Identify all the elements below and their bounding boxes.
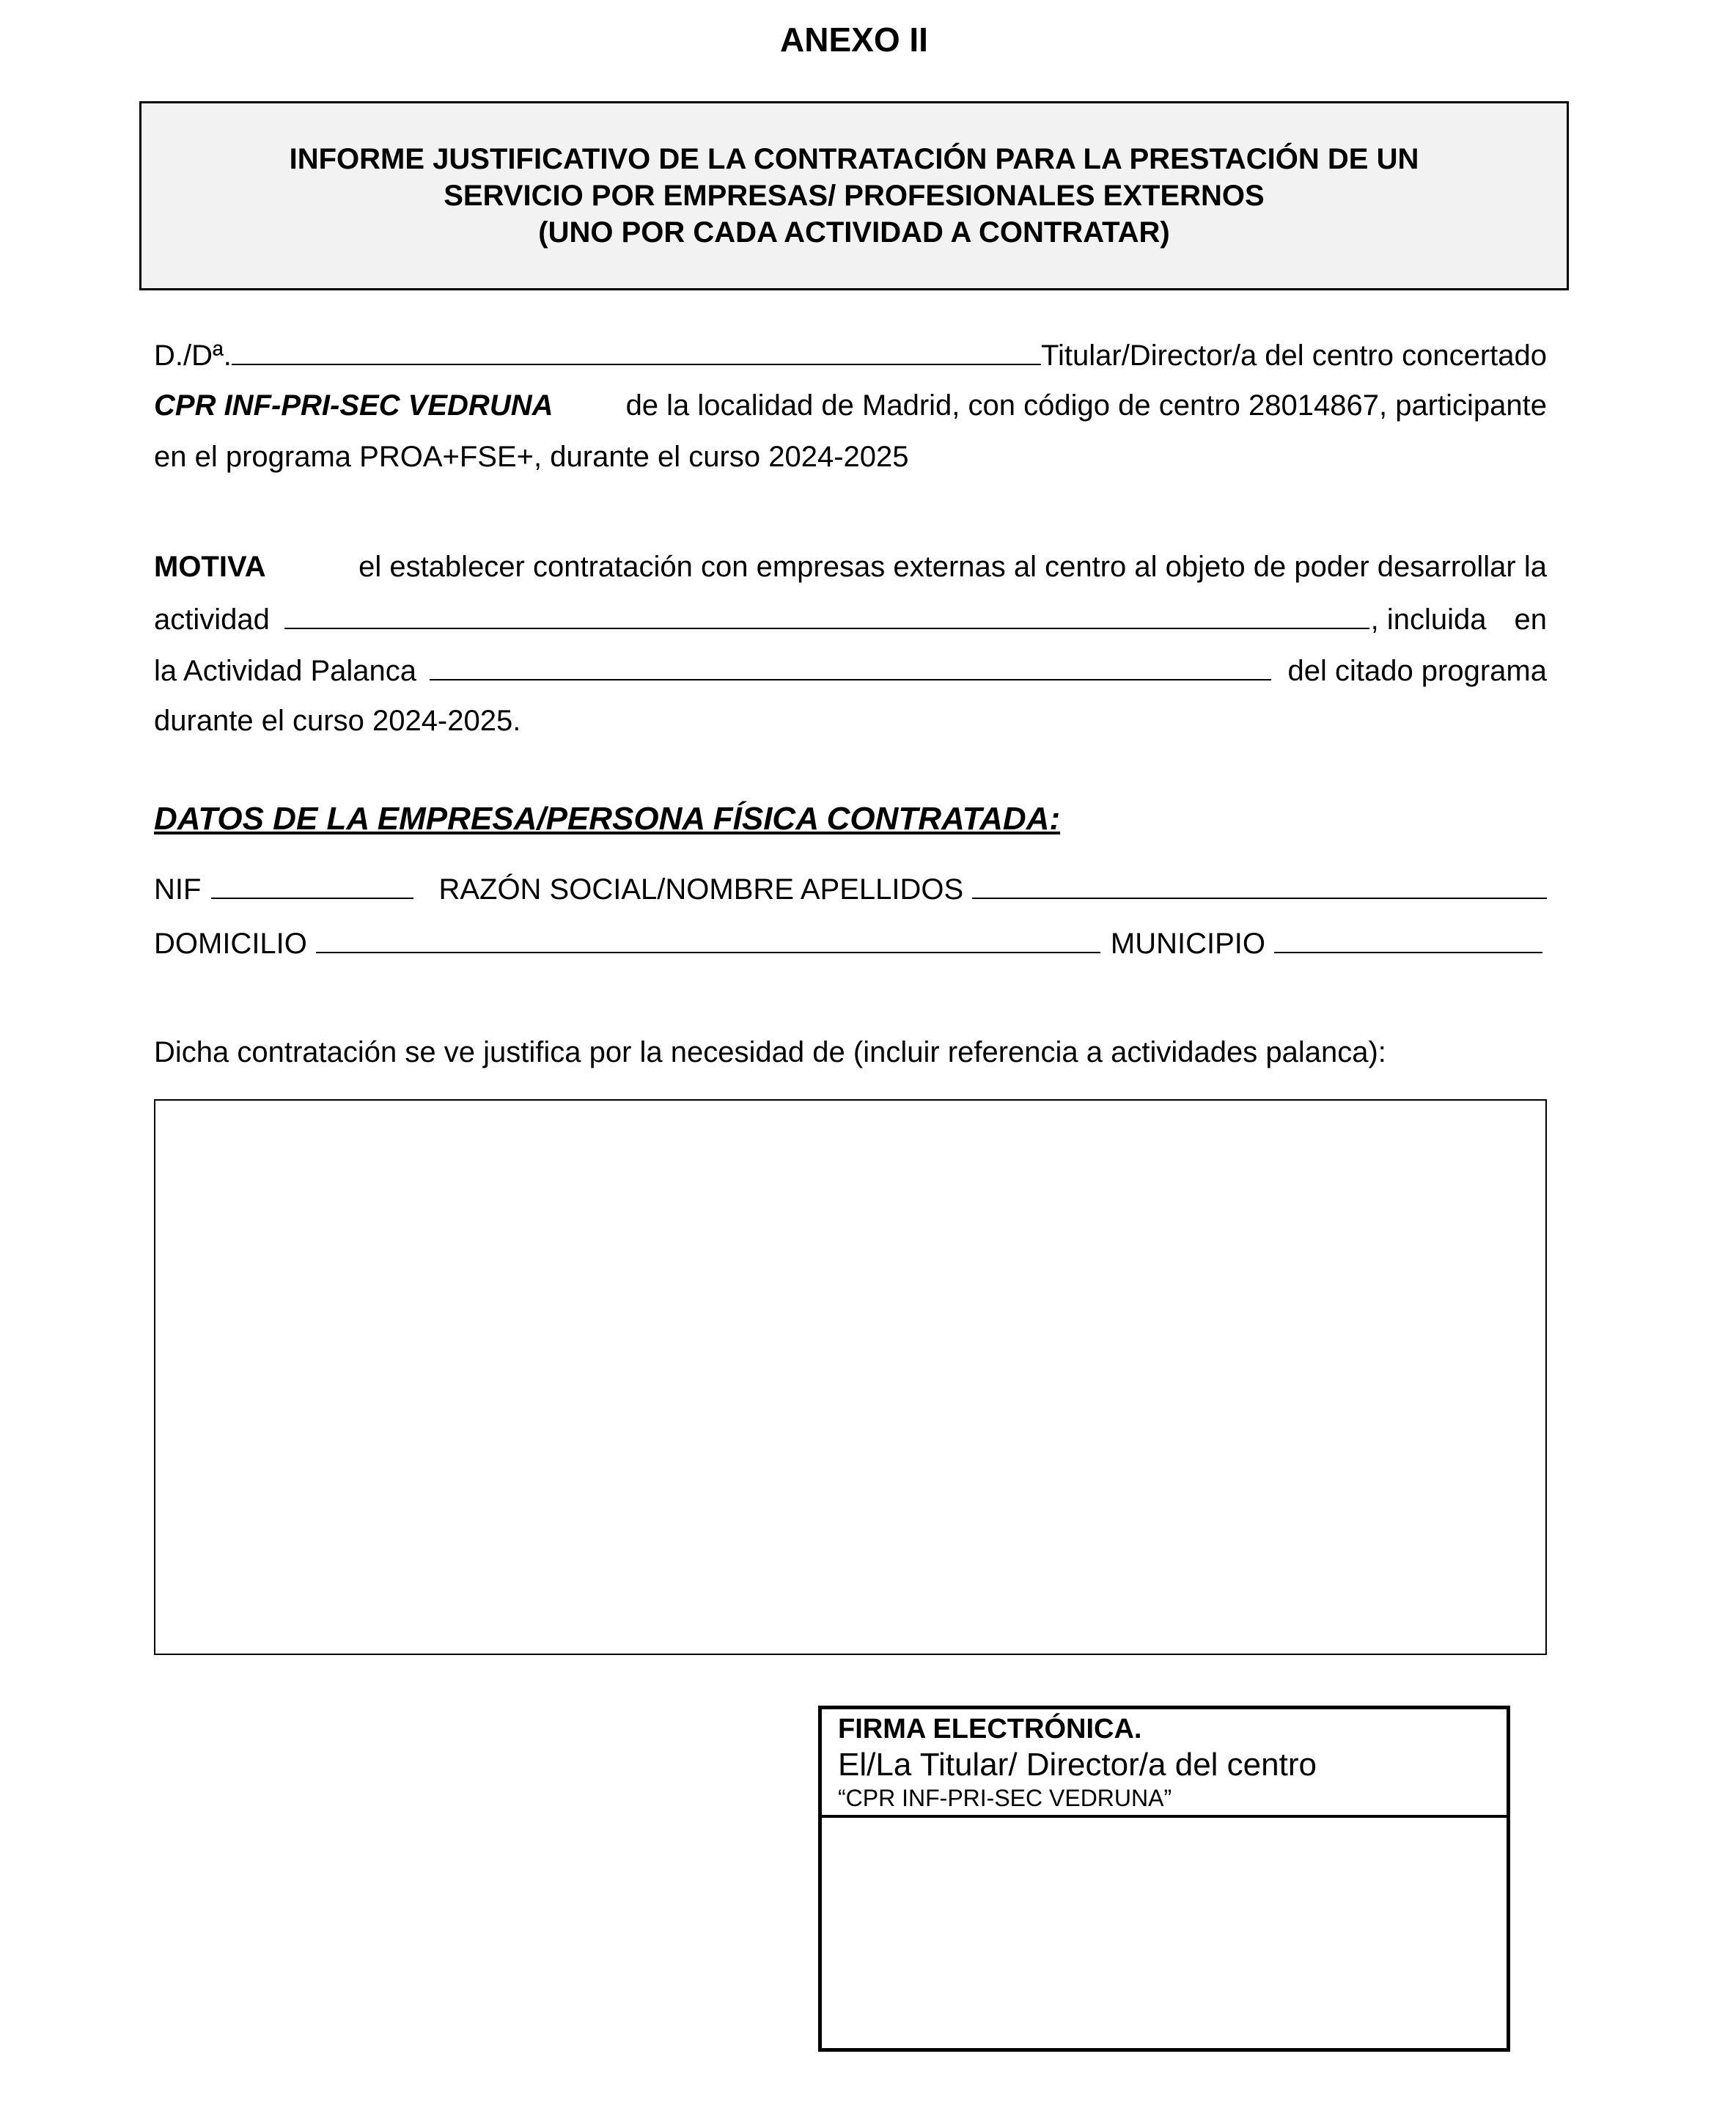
motiva-line-2 — [154, 592, 1547, 644]
signature-role: El/La Titular/ Director/a del centro — [838, 1747, 1317, 1783]
signature-box — [818, 1706, 1510, 2052]
intro-line-2-rest: de la localidad de Madrid, con código de centro 28014867, participante — [625, 389, 1547, 422]
header-line-2: SERVICIO POR EMPRESAS/ PROFESIONALES EXTERNOS — [444, 180, 1265, 212]
municipio-field[interactable] — [1274, 917, 1542, 953]
nif-razon-row — [154, 862, 1547, 914]
domicilio-municipio-row — [154, 917, 1547, 968]
report-header-box — [139, 101, 1569, 290]
intro-line-1 — [154, 329, 1547, 380]
header-line-1: INFORME JUSTIFICATIVO DE LA CONTRATACIÓN PARA LA PRESTACIÓN DE UN — [289, 143, 1419, 175]
dd-label: D./Dª. — [154, 340, 232, 372]
intro-line-3: en el programa PROA+FSE+, durante el curso 2024-2025 — [154, 441, 909, 473]
page-title: ANEXO II — [780, 21, 928, 59]
en-label: en — [1514, 603, 1547, 636]
name-field[interactable] — [232, 329, 1041, 365]
del-citado-label: del citado programa — [1287, 655, 1547, 687]
intro-line-2 — [154, 380, 1547, 431]
municipio-label: MUNICIPIO — [1110, 928, 1265, 960]
signature-header — [822, 1709, 1507, 1818]
justification-textarea[interactable] — [154, 1099, 1547, 1655]
signature-label: FIRMA ELECTRÓNICA. — [838, 1714, 1142, 1744]
domicilio-field[interactable] — [316, 917, 1100, 953]
motiva-line-1-rest: el establecer contratación con empresas externas al centro al objeto de poder desarrollar la — [358, 551, 1547, 583]
header-line-3: (UNO POR CADA ACTIVIDAD A CONTRATAR) — [538, 216, 1170, 249]
actividad-label: actividad — [154, 603, 270, 636]
motiva-paragraph — [154, 541, 1547, 746]
motiva-line-1 — [154, 541, 1547, 592]
intro-paragraph — [154, 329, 1547, 483]
titular-label: Titular/Director/a del centro concertado — [1041, 340, 1547, 372]
razon-social-field[interactable] — [972, 862, 1547, 899]
center-name: CPR INF-PRI-SEC VEDRUNA — [154, 389, 553, 422]
justification-prompt: Dicha contratación se ve justifica por la necesidad de (incluir referencia a actividades palanca): — [154, 1036, 1386, 1068]
nif-label: NIF — [154, 873, 202, 906]
actividad-field[interactable] — [284, 592, 1369, 629]
domicilio-label: DOMICILIO — [154, 928, 307, 960]
motiva-line-3 — [154, 644, 1547, 695]
palanca-field[interactable] — [430, 644, 1271, 680]
nif-field[interactable] — [211, 862, 413, 899]
motiva-line-4: durante el curso 2024-2025. — [154, 705, 521, 737]
razon-social-label: RAZÓN SOCIAL/NOMBRE APELLIDOS — [438, 873, 964, 906]
incluida-label: , incluida — [1370, 603, 1487, 636]
palanca-label: la Actividad Palanca — [154, 655, 417, 687]
signature-area[interactable] — [822, 1818, 1507, 2048]
signature-center: “CPR INF-PRI-SEC VEDRUNA” — [838, 1785, 1172, 1811]
motiva-keyword: MOTIVA — [154, 551, 266, 583]
datos-section-title: DATOS DE LA EMPRESA/PERSONA FÍSICA CONTRATADA: — [154, 801, 1061, 837]
